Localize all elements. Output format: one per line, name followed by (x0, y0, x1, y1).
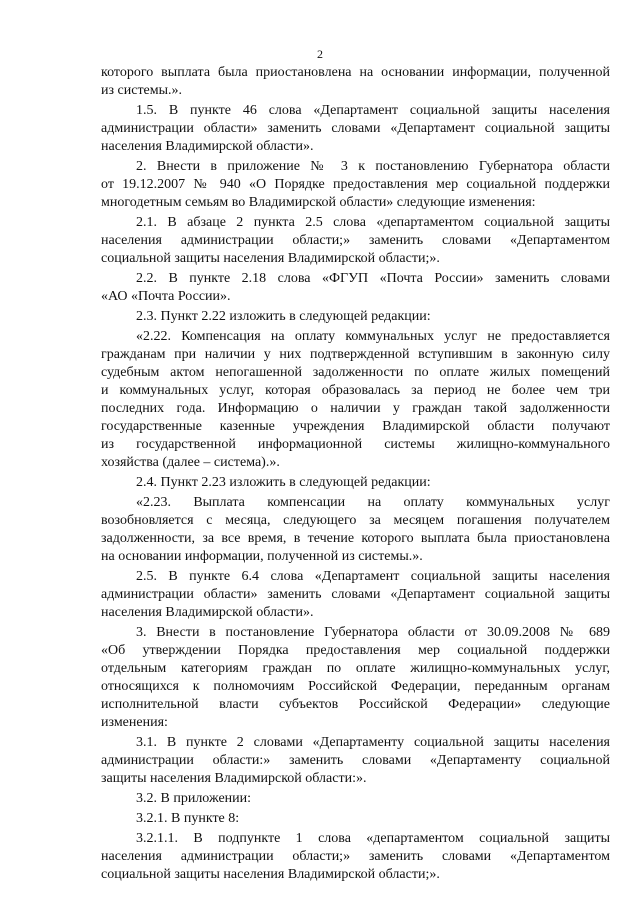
text-line: 2.4. Пункт 2.23 изложить в следующей редакции: (136, 475, 431, 490)
text-line: 2.5. В пункте 6.4 слова «Департамент социальной защиты населения (136, 569, 610, 584)
text-line: населения Владимирской области». (101, 139, 314, 154)
text-line: хозяйства (далее – система).». (101, 455, 280, 470)
text-line: отдельным категориям граждан по оплате жилищно-коммунальных услуг, (101, 661, 610, 676)
text-line: последних года. Информацию о наличии у граждан такой задолженности (101, 401, 610, 416)
text-line: из системы.». (101, 83, 183, 98)
text-line: 3.2.1. В пункте 8: (136, 811, 240, 826)
text-line: относящихся к полномочиям Российской Федерации, переданным органам (101, 679, 610, 694)
text-line: многодетным семьям во Владимирской области» следующие изменения: (101, 195, 536, 210)
text-line: 3.1. В пункте 2 словами «Департаменту социальной защиты населения (136, 735, 610, 750)
text-line: на основании информации, полученной из системы.». (101, 549, 423, 564)
text-line: администрации области:» заменить словами «Департаменту социальной (101, 753, 610, 768)
text-line: населения администрации области;» заменить словами «Департаментом (101, 233, 610, 248)
text-line: изменения: (101, 715, 168, 730)
text-line: администрации области» заменить словами «Департамент социальной защиты (101, 587, 610, 602)
text-line: от 19.12.2007 № 940 «О Порядке предоставления мер социальной поддержки (101, 177, 610, 192)
text-line: которого выплата была приостановлена на основании информации, полученной (101, 65, 610, 80)
text-line: администрации области» заменить словами «Департамент социальной защиты (101, 121, 610, 136)
text-line: 2.1. В абзаце 2 пункта 2.5 слова «департаментом социальной защиты (136, 215, 610, 230)
document-body (101, 64, 610, 884)
text-line: социальной защиты населения Владимирской области;». (101, 867, 440, 882)
text-line: 2. Внести в приложение № 3 к постановлению Губернатора области (136, 159, 610, 174)
text-line: защиты населения Владимирской области:». (101, 771, 367, 786)
text-line: населения Владимирской области». (101, 605, 314, 620)
page-number: 2 (317, 47, 323, 61)
text-line: задолженности, за все время, в течение которого выплата была приостановлена (101, 531, 610, 546)
text-line: 1.5. В пункте 46 слова «Департамент социальной защиты населения (136, 103, 610, 118)
text-line: социальной защиты населения Владимирской области;». (101, 251, 440, 266)
text-line: судебным актом непогашенной задолженности по оплате жилых помещений (101, 365, 610, 380)
text-line: из государственной информационной системы жилищно-коммунального (101, 437, 610, 452)
text-line: возобновляется с месяца, следующего за месяцем погашения получателем (101, 513, 610, 528)
text-line: государственные казенные учреждения Владимирской области получают (101, 419, 610, 434)
text-line: «2.22. Компенсация на оплату коммунальных услуг не предоставляется (136, 329, 610, 344)
text-line: 2.2. В пункте 2.18 слова «ФГУП «Почта России» заменить словами (136, 271, 610, 286)
text-line: «Об утверждении Порядка предоставления мер социальной поддержки (101, 643, 610, 658)
text-line: 3.2. В приложении: (136, 791, 252, 806)
text-line: и коммунальных услуг, которая образовалась за период не более чем три (101, 383, 610, 398)
text-line: населения администрации области;» заменить словами «Департаментом (101, 849, 610, 864)
text-line: 3.2.1.1. В подпункте 1 слова «департаментом социальной защиты (136, 831, 610, 846)
text-line: исполнительной власти субъектов Российской Федерации» следующие (101, 697, 610, 712)
text-line: «АО «Почта России». (101, 289, 231, 304)
text-line: «2.23. Выплата компенсации на оплату коммунальных услуг (136, 495, 610, 510)
text-line: 3. Внести в постановление Губернатора области от 30.09.2008 № 689 (136, 625, 610, 640)
text-line: гражданам при наличии у них подтвержденной вступившим в законную силу (101, 347, 610, 362)
text-line: 2.3. Пункт 2.22 изложить в следующей редакции: (136, 309, 431, 324)
